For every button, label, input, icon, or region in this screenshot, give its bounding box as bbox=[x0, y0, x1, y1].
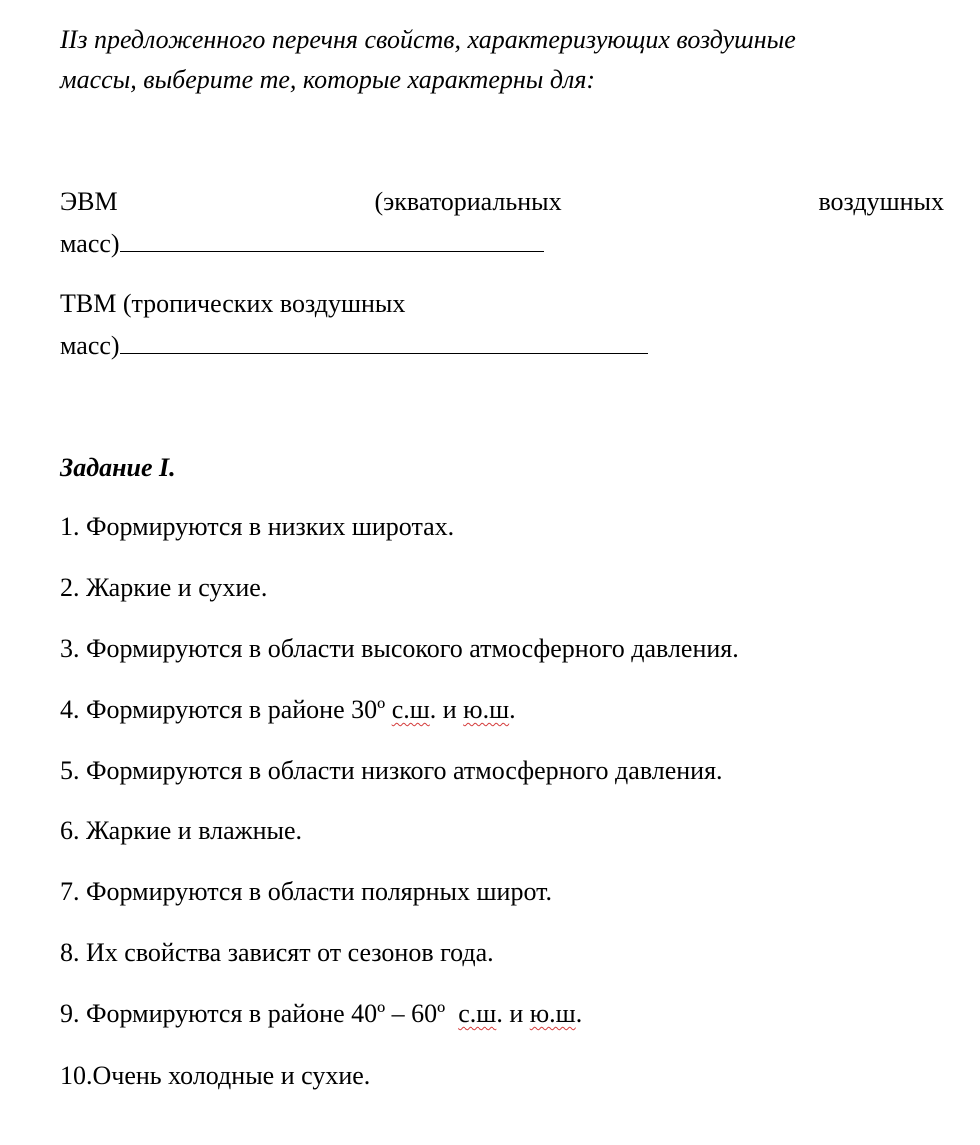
intro-line-2: массы, выберите те, которые характерны для: bbox=[60, 65, 596, 94]
list-item bbox=[60, 694, 516, 726]
tvm-line-1: ТВМ (тропических воздушных bbox=[60, 289, 406, 318]
tvm-label: масс) bbox=[60, 331, 120, 360]
list-item: 8. Их свойства зависят от сезонов года. bbox=[60, 938, 494, 967]
task-title: Задание I. bbox=[60, 453, 176, 482]
tvm-line-2 bbox=[60, 330, 648, 362]
evm-answer-blank[interactable] bbox=[120, 229, 544, 252]
list-item-text: . bbox=[575, 999, 583, 1028]
spellcheck-word: с.ш bbox=[458, 999, 497, 1028]
list-item: 3. Формируются в области высокого атмосферного давления. bbox=[60, 634, 739, 663]
tvm-answer-blank[interactable] bbox=[120, 331, 648, 354]
list-item: 7. Формируются в области полярных широт. bbox=[60, 877, 553, 906]
list-item: 1. Формируются в низких широтах. bbox=[60, 512, 455, 541]
list-item: 10.Очень холодные и сухие. bbox=[60, 1061, 371, 1090]
spellcheck-word: ю.ш bbox=[529, 999, 576, 1028]
list-item-text: 4. Формируются в районе 30º bbox=[60, 695, 392, 724]
spellcheck-word: с.ш bbox=[391, 695, 430, 724]
evm-word-3: воздушных bbox=[818, 187, 944, 216]
list-item: 2. Жаркие и сухие. bbox=[60, 573, 268, 602]
evm-label: масс) bbox=[60, 229, 120, 258]
spellcheck-word: ю.ш bbox=[463, 695, 510, 724]
list-item: 6. Жаркие и влажные. bbox=[60, 816, 303, 845]
intro-line-1: IIз предложенного перечня свойств, характеризующих воздушные bbox=[60, 25, 796, 54]
list-item-text: . и bbox=[429, 695, 464, 724]
list-item bbox=[60, 998, 582, 1030]
list-item-text: . и bbox=[496, 999, 530, 1028]
evm-word-1: ЭВМ bbox=[60, 187, 118, 216]
evm-word-2: (экваториальных bbox=[374, 187, 562, 216]
list-item-text: . bbox=[509, 695, 516, 724]
list-item-text: 9. Формируются в районе 40º – 60º bbox=[60, 999, 459, 1028]
list-item: 5. Формируются в области низкого атмосферного давления. bbox=[60, 756, 723, 785]
evm-line-1 bbox=[60, 186, 944, 218]
evm-line-2 bbox=[60, 228, 544, 260]
